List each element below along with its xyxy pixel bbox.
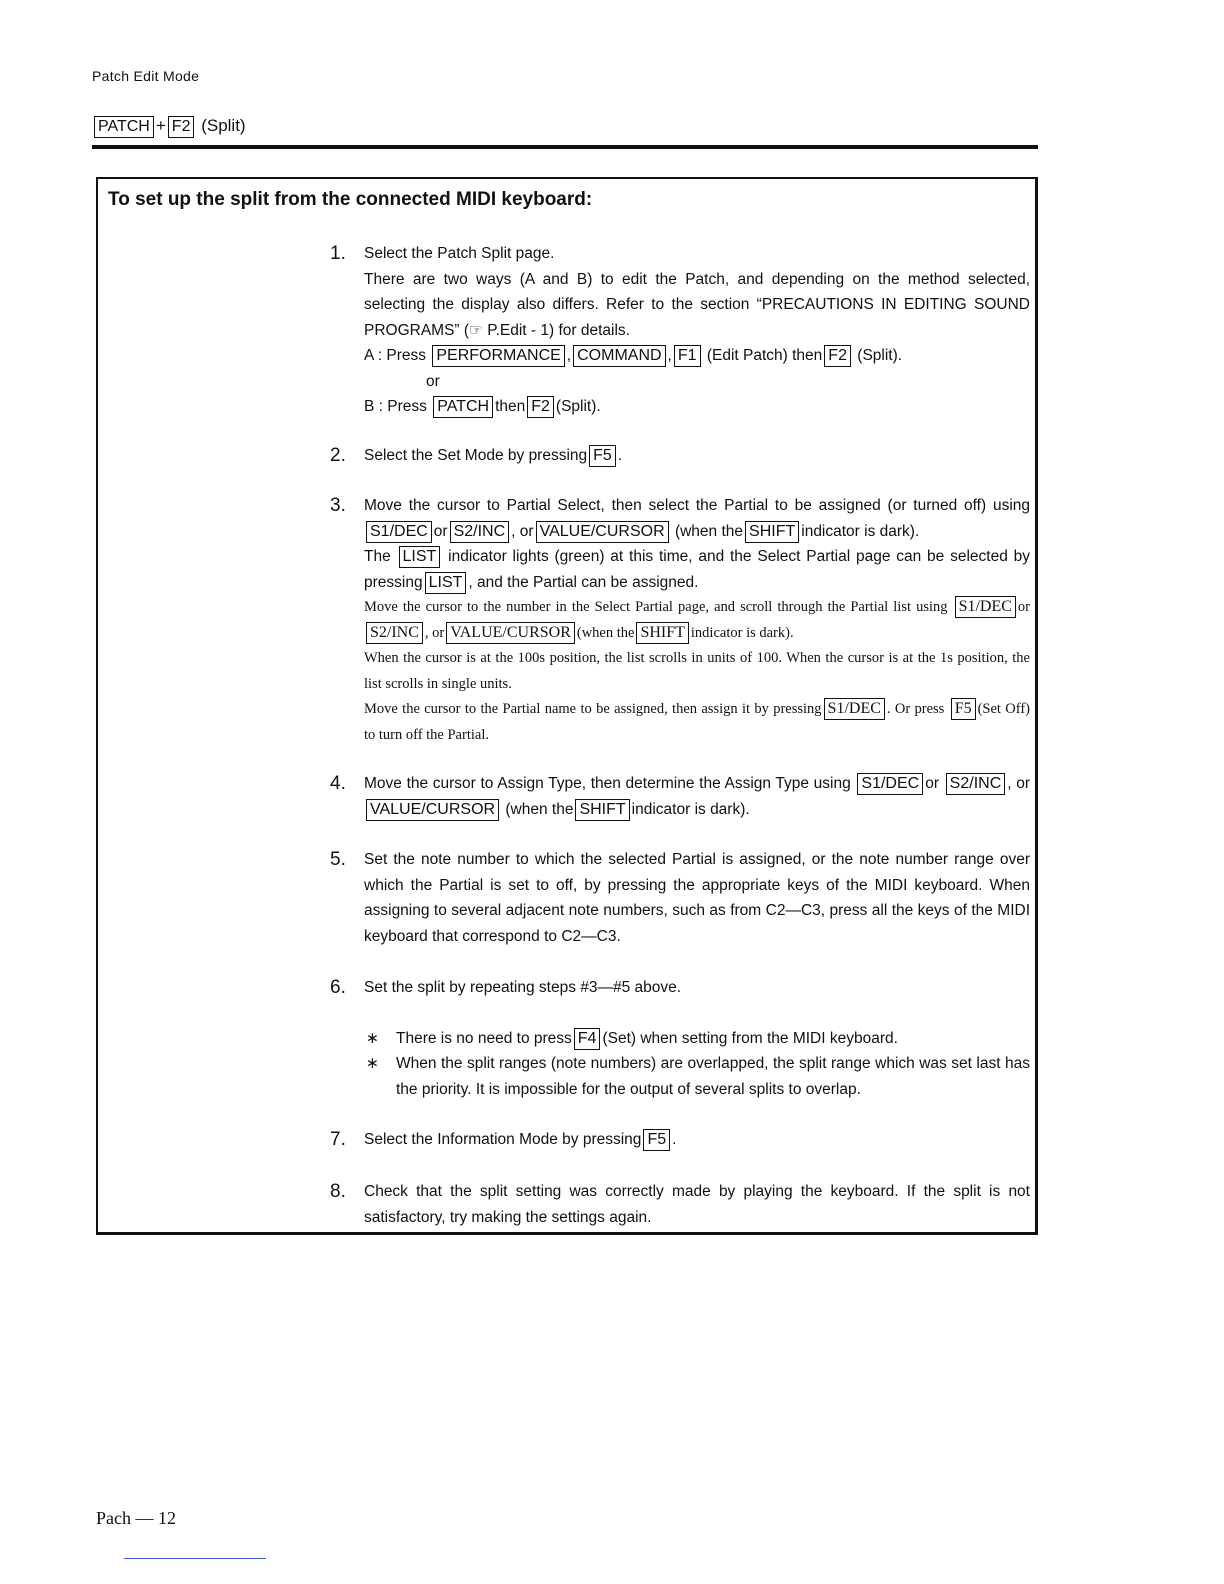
command-key: COMMAND <box>573 345 665 367</box>
list-key: LIST <box>399 546 441 568</box>
shift-key: SHIFT <box>575 799 629 821</box>
step-number: 4. <box>330 773 346 794</box>
step-text: Move the cursor to Assign Type, then determine the Assign Type using <box>364 775 851 792</box>
note-text: Move the cursor to the Partial name to be assigned, then assign it by pressing <box>364 701 822 717</box>
step-note <box>364 595 1030 748</box>
note-text: When the split ranges (note numbers) are overlapped, the split range which was set last has the priority. It is impossible for the output of several splits to overlap. <box>396 1055 1030 1098</box>
f2-key: F2 <box>824 345 851 367</box>
step-7 <box>330 1127 1030 1153</box>
method-or: or <box>426 372 440 390</box>
step-number: 7. <box>330 1129 346 1150</box>
step-text: Select the Patch Split page. <box>364 245 555 262</box>
asterisk: ∗ <box>366 1029 379 1047</box>
step-text: The <box>364 548 391 565</box>
step-number: 2. <box>330 445 346 466</box>
step-detail: There are two ways (A and B) to edit the Patch, and depending on the method selected, selecting the display also differs. Refer to the section “PRECAUTIONS IN EDITING SOUND PROGRAMS” (☞ P.Edit - 1) for details. <box>364 270 1030 339</box>
step-number: 3. <box>330 495 346 516</box>
step-text: Select the Set Mode by pressing <box>364 447 588 464</box>
or-text: or <box>433 522 448 540</box>
instruction-panel <box>96 177 1038 1235</box>
panel-title: To set up the split from the connected MIDI keyboard: <box>108 189 593 210</box>
note-text: Move the cursor to the number in the Select Partial page, and scroll through the Partial list using <box>364 599 948 615</box>
method-b-mid: then <box>495 398 526 415</box>
or-text: or <box>1017 599 1031 615</box>
f1-key: F1 <box>674 345 701 367</box>
f4-key: F4 <box>574 1028 601 1050</box>
f2-key: F2 <box>168 116 195 138</box>
f5-key: F5 <box>589 445 616 467</box>
step-text: Move the cursor to Partial Select, then select the Partial to be assigned (or turned off) using <box>364 497 1030 514</box>
step-number: 1. <box>330 243 346 264</box>
step-text: Check that the split setting was correctly made by playing the keyboard. If the split is not satisfactory, try making the settings again. <box>364 1183 1030 1226</box>
note-text: (when the <box>576 624 635 641</box>
page-number: Pach — 12 <box>96 1508 176 1528</box>
section-header: Patch Edit Mode <box>92 68 200 84</box>
step-end: . <box>617 447 623 464</box>
step-text: indicator is dark). <box>631 800 750 818</box>
patch-key: PATCH <box>433 396 493 418</box>
or-text: , or <box>424 624 445 641</box>
step-5 <box>330 847 1030 949</box>
step-text: indicator is dark). <box>801 522 920 540</box>
asterisk: ∗ <box>366 1055 379 1072</box>
step-number: 5. <box>330 849 346 870</box>
step-3 <box>330 493 1030 748</box>
step-4 <box>330 771 1030 822</box>
or-text: or <box>925 775 939 792</box>
list-key: LIST <box>425 572 467 594</box>
plus-sign: + <box>155 116 166 135</box>
shift-key: SHIFT <box>636 622 688 644</box>
step-1 <box>330 241 1030 420</box>
f2-key: F2 <box>527 396 554 418</box>
performance-key: PERFORMANCE <box>432 345 564 367</box>
method-b-label: B : Press <box>364 398 427 415</box>
step-text: (when the <box>505 800 574 818</box>
step-text: indicator lights (green) at this time, and the Select Partial page can be selected by pressing <box>364 548 1030 591</box>
heading-rule <box>92 145 1038 149</box>
step-text: Set the split by repeating steps #3—#5 above. <box>364 979 682 996</box>
step-text: Set the note number to which the selected Partial is assigned, or the note number range over which the Partial is set to off, by pressing the appropriate keys of the MIDI keyboard. When assigning to several adjacent note numbers, such as from C2—C3, press all the keys of the MIDI keyboard that correspond to C2—C3. <box>364 851 1030 945</box>
note-text: When the cursor is at the 100s position, the list scrolls in units of 100. When the cursor is at the 1s position, the list scrolls in single units. <box>364 650 1030 692</box>
s1-dec-key: S1/DEC <box>366 521 432 543</box>
method-a-label: A : Press <box>364 347 427 364</box>
note-item <box>364 1051 1030 1102</box>
s1-dec-key: S1/DEC <box>824 698 885 720</box>
step-8 <box>330 1179 1030 1230</box>
value-cursor-key: VALUE/CURSOR <box>366 799 499 821</box>
or-text: , or <box>1007 775 1031 792</box>
s1-dec-key: S1/DEC <box>955 596 1016 618</box>
note-text: indicator is dark). <box>690 624 794 641</box>
step-6 <box>330 975 1030 1102</box>
note-item <box>364 1026 1030 1052</box>
method-b-end: (Split). <box>555 398 601 415</box>
shift-key: SHIFT <box>745 521 799 543</box>
f5-key: F5 <box>951 698 976 720</box>
s2-inc-key: S2/INC <box>946 773 1006 795</box>
step-text: (when the <box>674 522 744 540</box>
step-end: . <box>672 1131 677 1148</box>
method-b <box>364 394 1030 420</box>
method-a-mid: (Edit Patch) then <box>706 347 823 364</box>
patch-key: PATCH <box>94 116 154 138</box>
key-combination-heading <box>92 116 246 138</box>
note-text: (Set Off) to turn off the Partial. <box>364 701 1030 743</box>
step-text: Select the Information Mode by pressing <box>364 1131 642 1148</box>
heading-suffix: (Split) <box>201 116 246 135</box>
step-2 <box>330 443 1030 469</box>
s1-dec-key: S1/DEC <box>857 773 923 795</box>
s2-inc-key: S2/INC <box>366 622 423 644</box>
value-cursor-key: VALUE/CURSOR <box>446 622 575 644</box>
step-number: 8. <box>330 1181 346 1202</box>
step-text: , and the Partial can be assigned. <box>468 573 699 591</box>
note-text: There is no need to press <box>396 1029 572 1047</box>
f5-key: F5 <box>643 1129 670 1151</box>
value-cursor-key: VALUE/CURSOR <box>536 521 669 543</box>
note-text: (Set) when setting from the MIDI keyboard. <box>602 1029 898 1047</box>
step-number: 6. <box>330 977 346 998</box>
method-a-end: (Split). <box>857 347 903 364</box>
footer-line <box>124 1558 266 1559</box>
note-text: . Or press <box>886 701 945 717</box>
method-a: A : Press PERFORMANCE , COMMAND , F1 (Edit Patch) then F2 (Split). <box>364 343 1030 369</box>
or-text: , or <box>511 522 534 540</box>
s2-inc-key: S2/INC <box>450 521 510 543</box>
